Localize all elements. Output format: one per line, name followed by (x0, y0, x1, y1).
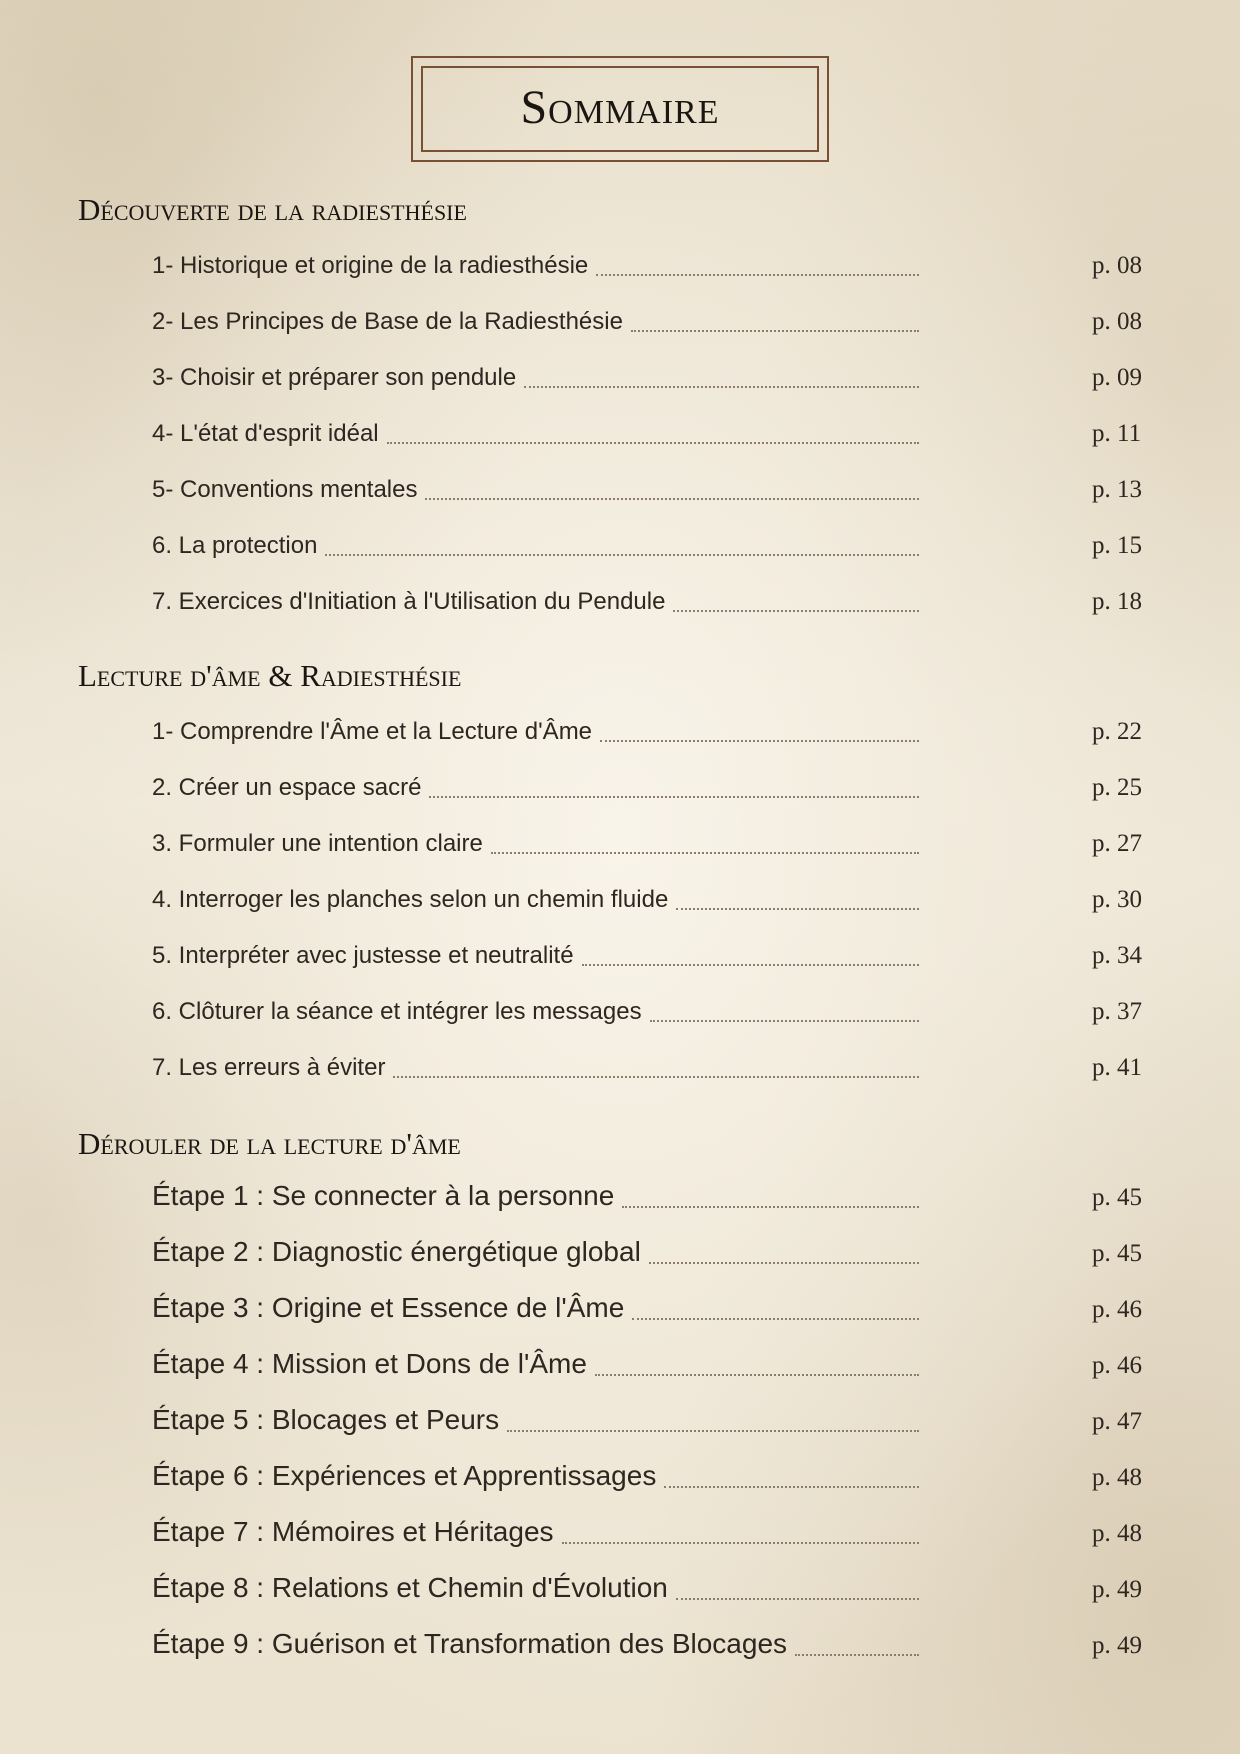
toc-entry-page: p. 34 (1092, 942, 1142, 969)
dot-leader (507, 1430, 919, 1432)
toc-entry[interactable] (152, 1574, 1142, 1610)
toc-entry-label: Étape 9 : Guérison et Transformation des Blocages (152, 1628, 788, 1659)
toc-entry-page: p. 25 (1092, 774, 1142, 801)
toc-entry-page: p. 09 (1092, 364, 1142, 391)
toc-entry[interactable] (152, 1518, 1142, 1554)
toc-entry[interactable] (152, 884, 1142, 920)
section-title-lecture-ame: Lecture d'âme & Radiesthésie (78, 658, 462, 693)
toc-entry[interactable] (152, 828, 1142, 864)
toc-entry-page: p. 11 (1092, 420, 1142, 447)
toc-entry[interactable] (152, 306, 1142, 342)
dot-leader (676, 908, 919, 910)
dot-leader (325, 554, 919, 556)
toc-entry-label: 5. Interpréter avec justesse et neutralité (152, 942, 574, 969)
toc-entry-label: Étape 7 : Mémoires et Héritages (152, 1516, 554, 1547)
toc-entry[interactable] (152, 1052, 1142, 1088)
toc-entry-page: p. 15 (1092, 532, 1142, 559)
toc-entry[interactable] (152, 1350, 1142, 1386)
toc-entry-label: 2. Créer un espace sacré (152, 774, 422, 801)
toc-entry-label: Étape 8 : Relations et Chemin d'Évolution (152, 1572, 668, 1603)
toc-entry-page: p. 48 (1092, 1520, 1142, 1547)
dot-leader (524, 386, 919, 388)
dot-leader (582, 964, 919, 966)
toc-entry[interactable] (152, 1238, 1142, 1274)
toc-entry-label: 5- Conventions mentales (152, 476, 418, 503)
toc-entry[interactable] (152, 586, 1142, 622)
toc-entry[interactable] (152, 940, 1142, 976)
toc-entry-label: Étape 1 : Se connecter à la personne (152, 1180, 615, 1211)
toc-entry-label: Étape 4 : Mission et Dons de l'Âme (152, 1348, 587, 1379)
toc-entry-label: 3. Formuler une intention claire (152, 830, 483, 857)
toc-entry[interactable] (152, 530, 1142, 566)
section-title-decouverte: Découverte de la radiesthésie (78, 192, 467, 227)
dot-leader (600, 740, 919, 742)
toc-entry-page: p. 22 (1092, 718, 1142, 745)
toc-entry-page: p. 46 (1092, 1352, 1142, 1379)
toc-entry-page: p. 49 (1092, 1576, 1142, 1603)
toc-entry-label: Étape 5 : Blocages et Peurs (152, 1404, 500, 1435)
dot-leader (676, 1598, 919, 1600)
toc-entry[interactable] (152, 996, 1142, 1032)
toc-entry-page: p. 49 (1092, 1632, 1142, 1659)
toc-entry[interactable] (152, 474, 1142, 510)
dot-leader (631, 330, 919, 332)
toc-entry-label: 1- Comprendre l'Âme et la Lecture d'Âme (152, 718, 593, 745)
toc-entry-label: 7. Exercices d'Initiation à l'Utilisation du Pendule (152, 588, 666, 615)
toc-entry-page: p. 08 (1092, 252, 1142, 279)
toc-entry-label: 7. Les erreurs à éviter (152, 1054, 386, 1081)
toc-entry[interactable] (152, 250, 1142, 286)
dot-leader (622, 1206, 919, 1208)
dot-leader (387, 442, 919, 444)
toc-entry-page: p. 45 (1092, 1184, 1142, 1211)
section-title-derouler: Dérouler de la lecture d'âme (78, 1126, 461, 1161)
dot-leader (650, 1020, 919, 1022)
dot-leader (425, 498, 919, 500)
toc-entry-page: p. 27 (1092, 830, 1142, 857)
toc-entry-page: p. 37 (1092, 998, 1142, 1025)
toc-entry-page: p. 47 (1092, 1408, 1142, 1435)
toc-entry-label: 6. Clôturer la séance et intégrer les messages (152, 998, 642, 1025)
dot-leader (649, 1262, 919, 1264)
toc-entry-label: Étape 2 : Diagnostic énergétique global (152, 1236, 641, 1267)
dot-leader (596, 274, 919, 276)
toc-entry-page: p. 08 (1092, 308, 1142, 335)
dot-leader (664, 1486, 919, 1488)
dot-leader (632, 1318, 919, 1320)
toc-entry[interactable] (152, 418, 1142, 454)
toc-entry[interactable] (152, 1406, 1142, 1442)
toc-entry-page: p. 13 (1092, 476, 1142, 503)
toc-entry-label: 3- Choisir et préparer son pendule (152, 364, 517, 391)
toc-entry[interactable] (152, 772, 1142, 808)
title-frame (411, 56, 829, 162)
toc-entry-label: 4- L'état d'esprit idéal (152, 420, 379, 447)
dot-leader (595, 1374, 919, 1376)
toc-entry-label: Étape 3 : Origine et Essence de l'Âme (152, 1292, 625, 1323)
toc-entry-page: p. 46 (1092, 1296, 1142, 1323)
toc-entry-page: p. 41 (1092, 1054, 1142, 1081)
toc-entry-label: 4. Interroger les planches selon un chemin fluide (152, 886, 669, 913)
toc-entry-label: 1- Historique et origine de la radiesthésie (152, 252, 589, 279)
toc-entry[interactable] (152, 1182, 1142, 1218)
dot-leader (562, 1542, 919, 1544)
toc-entry-label: Étape 6 : Expériences et Apprentissages (152, 1460, 657, 1491)
toc-entry[interactable] (152, 1294, 1142, 1330)
toc-entry[interactable] (152, 1630, 1142, 1666)
toc-entry-label: 2- Les Principes de Base de la Radiesthésie (152, 308, 623, 335)
dot-leader (673, 610, 919, 612)
toc-entry-label: 6. La protection (152, 532, 318, 559)
toc-entry[interactable] (152, 362, 1142, 398)
toc-entry-page: p. 45 (1092, 1240, 1142, 1267)
dot-leader (393, 1076, 919, 1078)
page-title: Sommaire (520, 80, 720, 134)
toc-entry-page: p. 18 (1092, 588, 1142, 615)
toc-entry-page: p. 48 (1092, 1464, 1142, 1491)
dot-leader (491, 852, 919, 854)
toc-entry[interactable] (152, 1462, 1142, 1498)
toc-entry-page: p. 30 (1092, 886, 1142, 913)
dot-leader (795, 1654, 919, 1656)
toc-entry[interactable] (152, 716, 1142, 752)
dot-leader (429, 796, 919, 798)
